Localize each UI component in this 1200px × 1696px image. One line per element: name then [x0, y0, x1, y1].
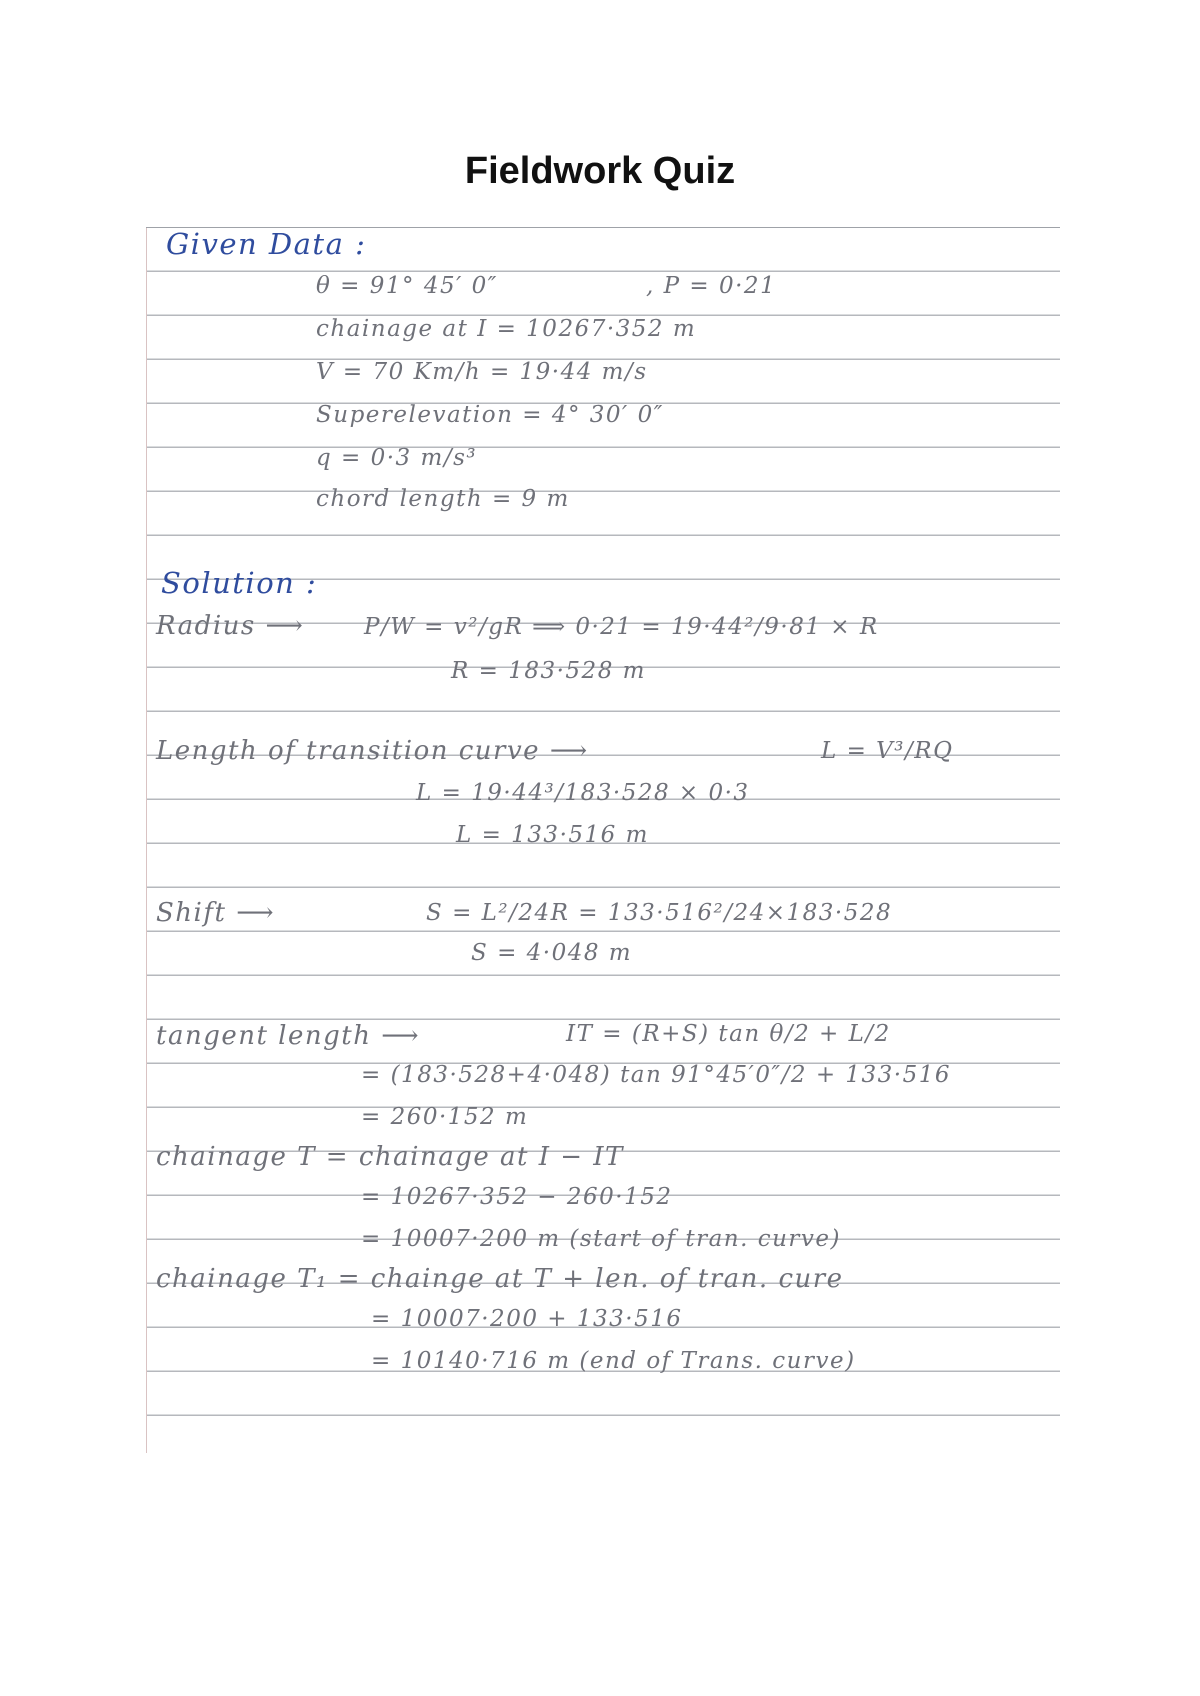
given-chainage-i: chainage at I = 10267·352 m	[316, 316, 697, 342]
shift-formula: S = L²/24R = 133·516²/24×183·528	[426, 900, 893, 926]
given-p: , P = 0·21	[646, 273, 777, 299]
chainage-t1-label: chainage T₁ = chainge at T + len. of tran. cure	[156, 1264, 844, 1294]
radius-label: Radius ⟶	[156, 611, 305, 641]
shift-result: S = 4·048 m	[471, 940, 633, 966]
radius-formula: P/W = v²/gR ⟹ 0·21 = 19·44²/9·81 × R	[364, 614, 879, 640]
tangent-length-result: = 260·152 m	[361, 1104, 529, 1130]
given-theta: θ = 91° 45′ 0″	[316, 273, 498, 299]
solution-heading: Solution :	[161, 566, 318, 600]
length-substitution: L = 19·44³/183·528 × 0·3	[416, 780, 750, 806]
chainage-t-result: = 10007·200 m (start of tran. curve)	[361, 1226, 841, 1252]
length-label: Length of transition curve ⟶	[156, 736, 589, 766]
tangent-length-formula: IT = (R+S) tan θ/2 + L/2	[566, 1021, 891, 1047]
shift-label: Shift ⟶	[156, 898, 275, 928]
length-result: L = 133·516 m	[456, 822, 649, 848]
tangent-length-substitution: = (183·528+4·048) tan 91°45′0″/2 + 133·516	[361, 1062, 952, 1088]
margin-line	[146, 228, 147, 1453]
chainage-t-substitution: = 10267·352 − 260·152	[361, 1184, 673, 1210]
radius-result: R = 183·528 m	[451, 658, 646, 684]
given-data-heading: Given Data :	[166, 227, 367, 261]
chainage-t-label: chainage T = chainage at I − IT	[156, 1142, 624, 1172]
length-formula: L = V³/RQ	[821, 738, 954, 764]
chainage-t1-substitution: = 10007·200 + 133·516	[371, 1306, 683, 1332]
given-chord-length: chord length = 9 m	[316, 486, 570, 512]
given-q: q = 0·3 m/s³	[316, 445, 478, 471]
tangent-length-label: tangent length ⟶	[156, 1021, 421, 1051]
page-title: Fieldwork Quiz	[464, 150, 736, 192]
given-velocity: V = 70 Km/h = 19·44 m/s	[316, 359, 648, 385]
ruled-notebook-sheet	[146, 227, 1060, 1453]
given-superelevation: Superelevation = 4° 30′ 0″	[316, 402, 664, 428]
chainage-t1-result: = 10140·716 m (end of Trans. curve)	[371, 1348, 856, 1374]
